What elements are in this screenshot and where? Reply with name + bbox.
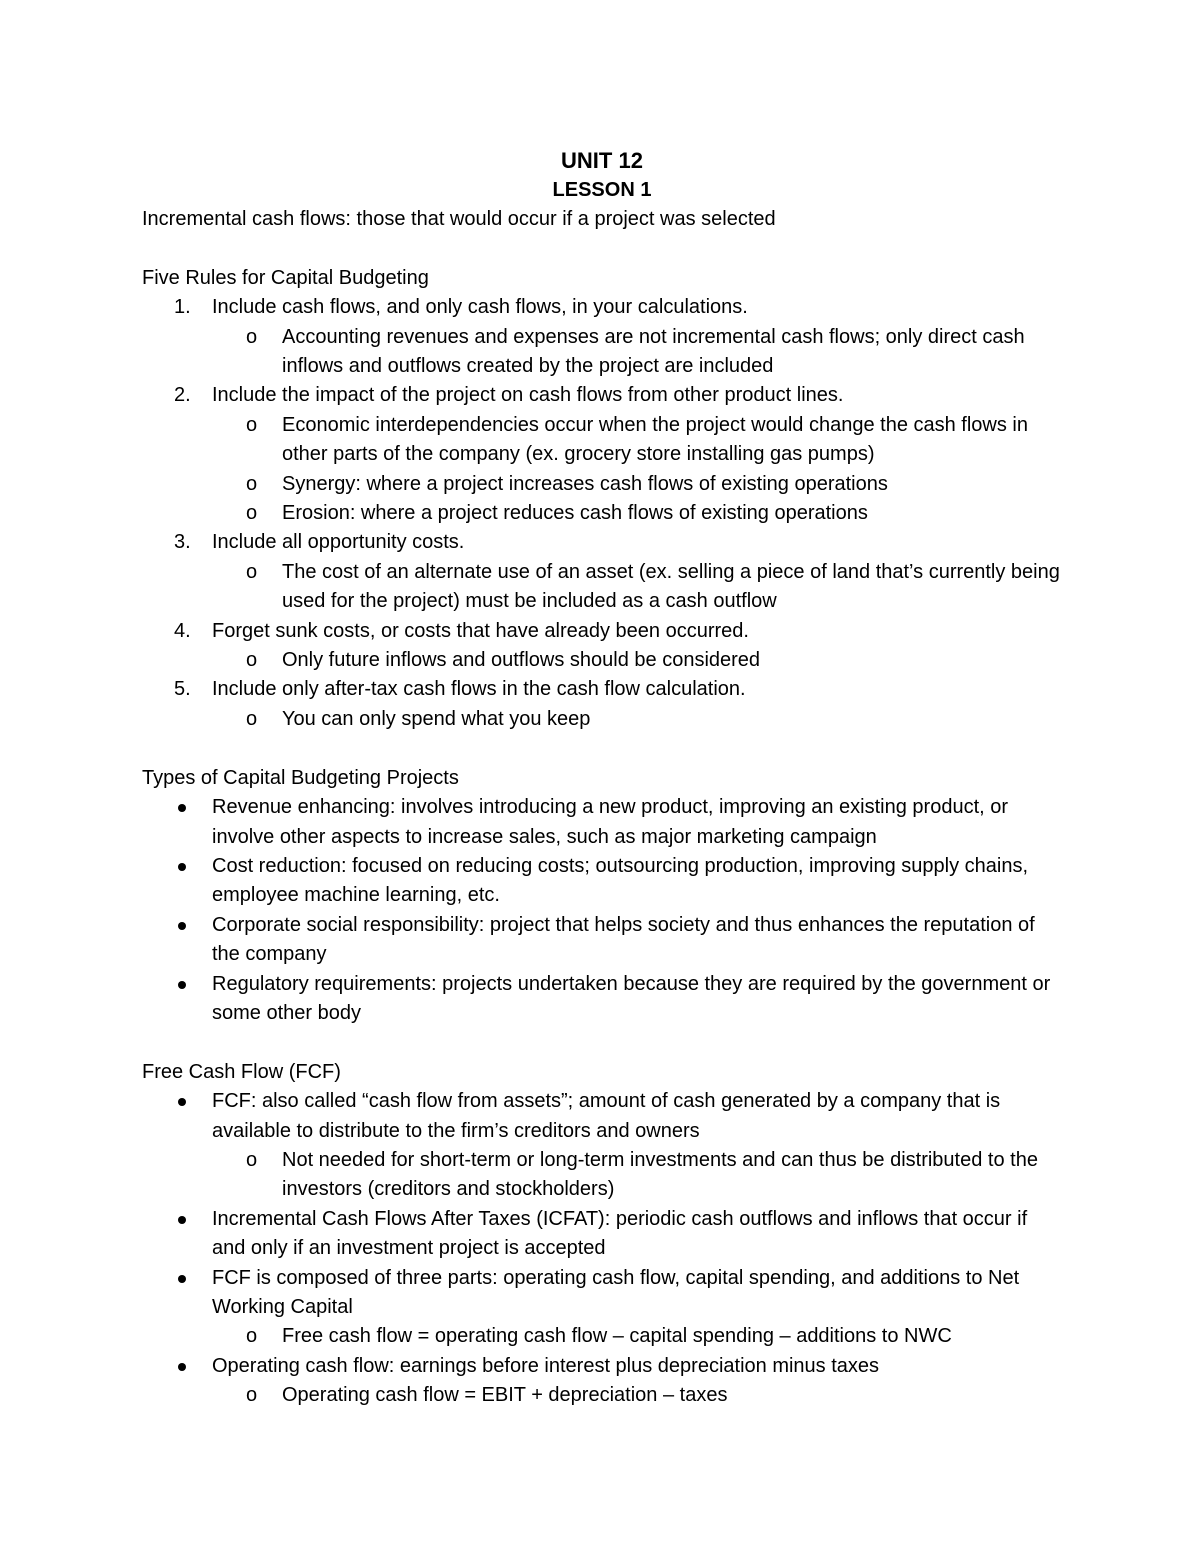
- rule-text: Forget sunk costs, or costs that have already been occurred.: [212, 619, 749, 642]
- rules-list: [142, 293, 1062, 734]
- bullet-icon: [178, 863, 186, 871]
- type-item: [142, 793, 1062, 852]
- circle-bullet-icon: o: [246, 472, 258, 495]
- sub-item: [142, 1322, 1062, 1351]
- fcf-item: [142, 1352, 1062, 1411]
- fcf-line: [142, 1087, 1062, 1146]
- fcf-text: FCF is composed of three parts: operating cash flow, capital spending, and additions to Net Working Capital: [212, 1266, 1020, 1318]
- rule-line: [142, 528, 1062, 557]
- type-text: Regulatory requirements: projects undertaken because they are required by the government or some other body: [212, 972, 1051, 1024]
- fcf-text: FCF: also called “cash flow from assets”; amount of cash generated by a company that is available to distribute to the firm’s creditors and owners: [212, 1090, 1001, 1142]
- rule-item: [142, 617, 1062, 676]
- rule-number: 2.: [174, 384, 191, 407]
- circle-bullet-icon: o: [246, 560, 258, 583]
- rule-line: [142, 293, 1062, 322]
- sub-item: [142, 646, 1062, 675]
- bullet-icon: [178, 1363, 186, 1371]
- rule-line: [142, 675, 1062, 704]
- rule-number: 4.: [174, 619, 191, 642]
- rule-sublist: [142, 646, 1062, 675]
- circle-bullet-icon: o: [246, 707, 258, 730]
- bullet-icon: [178, 1098, 186, 1106]
- sub-text: Operating cash flow = EBIT + depreciation – taxes: [282, 1384, 728, 1407]
- rules-heading: Five Rules for Capital Budgeting: [142, 266, 429, 289]
- type-item: [142, 970, 1062, 1029]
- circle-bullet-icon: o: [246, 502, 258, 525]
- rule-line: [142, 381, 1062, 410]
- rule-text: Include only after-tax cash flows in the cash flow calculation.: [212, 678, 746, 701]
- type-item: [142, 911, 1062, 970]
- circle-bullet-icon: o: [246, 325, 258, 348]
- sub-item: [142, 1146, 1062, 1205]
- fcf-sublist: [142, 1146, 1062, 1205]
- spacer: [142, 234, 1062, 263]
- bullet-icon: [178, 1216, 186, 1224]
- rule-number: 3.: [174, 531, 191, 554]
- rule-sublist: [142, 323, 1062, 382]
- bullet-icon: [178, 1275, 186, 1283]
- circle-bullet-icon: o: [246, 1384, 258, 1407]
- fcf-line: [142, 1264, 1062, 1323]
- rule-item: [142, 675, 1062, 734]
- rule-text: Include all opportunity costs.: [212, 531, 465, 554]
- rule-text: Include cash flows, and only cash flows, in your calculations.: [212, 296, 748, 319]
- circle-bullet-icon: o: [246, 1148, 258, 1171]
- types-list: [142, 793, 1062, 1028]
- rule-sublist: [142, 705, 1062, 734]
- sub-item: [142, 705, 1062, 734]
- bullet-icon: [178, 981, 186, 989]
- type-item: [142, 852, 1062, 911]
- fcf-item: [142, 1205, 1062, 1264]
- fcf-item: [142, 1087, 1062, 1205]
- circle-bullet-icon: o: [246, 1325, 258, 1348]
- fcf-text: Operating cash flow: earnings before interest plus depreciation minus taxes: [212, 1354, 880, 1377]
- rule-text: Include the impact of the project on cash flows from other product lines.: [212, 384, 844, 407]
- rule-number: 5.: [174, 678, 191, 701]
- sub-text: The cost of an alternate use of an asset (ex. selling a piece of land that’s currently being used for the project) must be included as a cash outflow: [282, 560, 1060, 613]
- rule-sublist: [142, 558, 1062, 617]
- sub-item: [142, 323, 1062, 382]
- unit-title: UNIT 12: [561, 148, 643, 173]
- fcf-item: [142, 1264, 1062, 1352]
- sub-text: Not needed for short-term or long-term investments and can thus be distributed to the investors (creditors and stockholders): [282, 1148, 1038, 1201]
- sub-item: [142, 411, 1062, 470]
- circle-bullet-icon: o: [246, 649, 258, 672]
- sub-item: [142, 499, 1062, 528]
- bullet-icon: [178, 804, 186, 812]
- spacer: [142, 734, 1062, 763]
- type-text: Corporate social responsibility: project that helps society and thus enhances the reputation of the company: [212, 913, 1035, 966]
- type-text: Revenue enhancing: involves introducing a new product, improving an existing product, or involve other aspects to increase sales, such as major marketing campaign: [212, 796, 1009, 848]
- rule-line: [142, 617, 1062, 646]
- sub-item: [142, 1381, 1062, 1410]
- rule-item: [142, 381, 1062, 528]
- sub-item: [142, 470, 1062, 499]
- fcf-line: [142, 1205, 1062, 1264]
- lesson-title: LESSON 1: [552, 179, 652, 201]
- sub-text: Erosion: where a project reduces cash flows of existing operations: [282, 502, 868, 525]
- sub-text: Only future inflows and outflows should be considered: [282, 649, 761, 672]
- fcf-list: [142, 1087, 1062, 1410]
- rule-number: 1.: [174, 296, 191, 319]
- spacer: [142, 1028, 1062, 1057]
- rule-sublist: [142, 411, 1062, 529]
- sub-text: Synergy: where a project increases cash flows of existing operations: [282, 472, 888, 495]
- sub-text: You can only spend what you keep: [282, 707, 591, 730]
- sub-item: [142, 558, 1062, 617]
- sub-text: Free cash flow = operating cash flow – capital spending – additions to NWC: [282, 1325, 952, 1348]
- fcf-heading: Free Cash Flow (FCF): [142, 1060, 341, 1083]
- fcf-text: Incremental Cash Flows After Taxes (ICFAT): periodic cash outflows and inflows that occur if and only if an investment project is accepted: [212, 1207, 1028, 1260]
- intro-paragraph: Incremental cash flows: those that would occur if a project was selected: [142, 208, 776, 230]
- sub-text: Accounting revenues and expenses are not incremental cash flows; only direct cash inflows and outflows created by the project are included: [282, 325, 1025, 378]
- types-heading: Types of Capital Budgeting Projects: [142, 766, 459, 789]
- fcf-sublist: [142, 1381, 1062, 1410]
- rule-item: [142, 528, 1062, 616]
- fcf-sublist: [142, 1322, 1062, 1351]
- circle-bullet-icon: o: [246, 413, 258, 436]
- type-text: Cost reduction: focused on reducing costs; outsourcing production, improving supply chains, employee machine learning, etc.: [212, 854, 1029, 907]
- sub-text: Economic interdependencies occur when the project would change the cash flows in other parts of the company (ex. grocery store installing gas pumps): [282, 413, 1028, 466]
- document-content: [142, 146, 1062, 1411]
- bullet-icon: [178, 922, 186, 930]
- rule-item: [142, 293, 1062, 381]
- fcf-line: [142, 1352, 1062, 1381]
